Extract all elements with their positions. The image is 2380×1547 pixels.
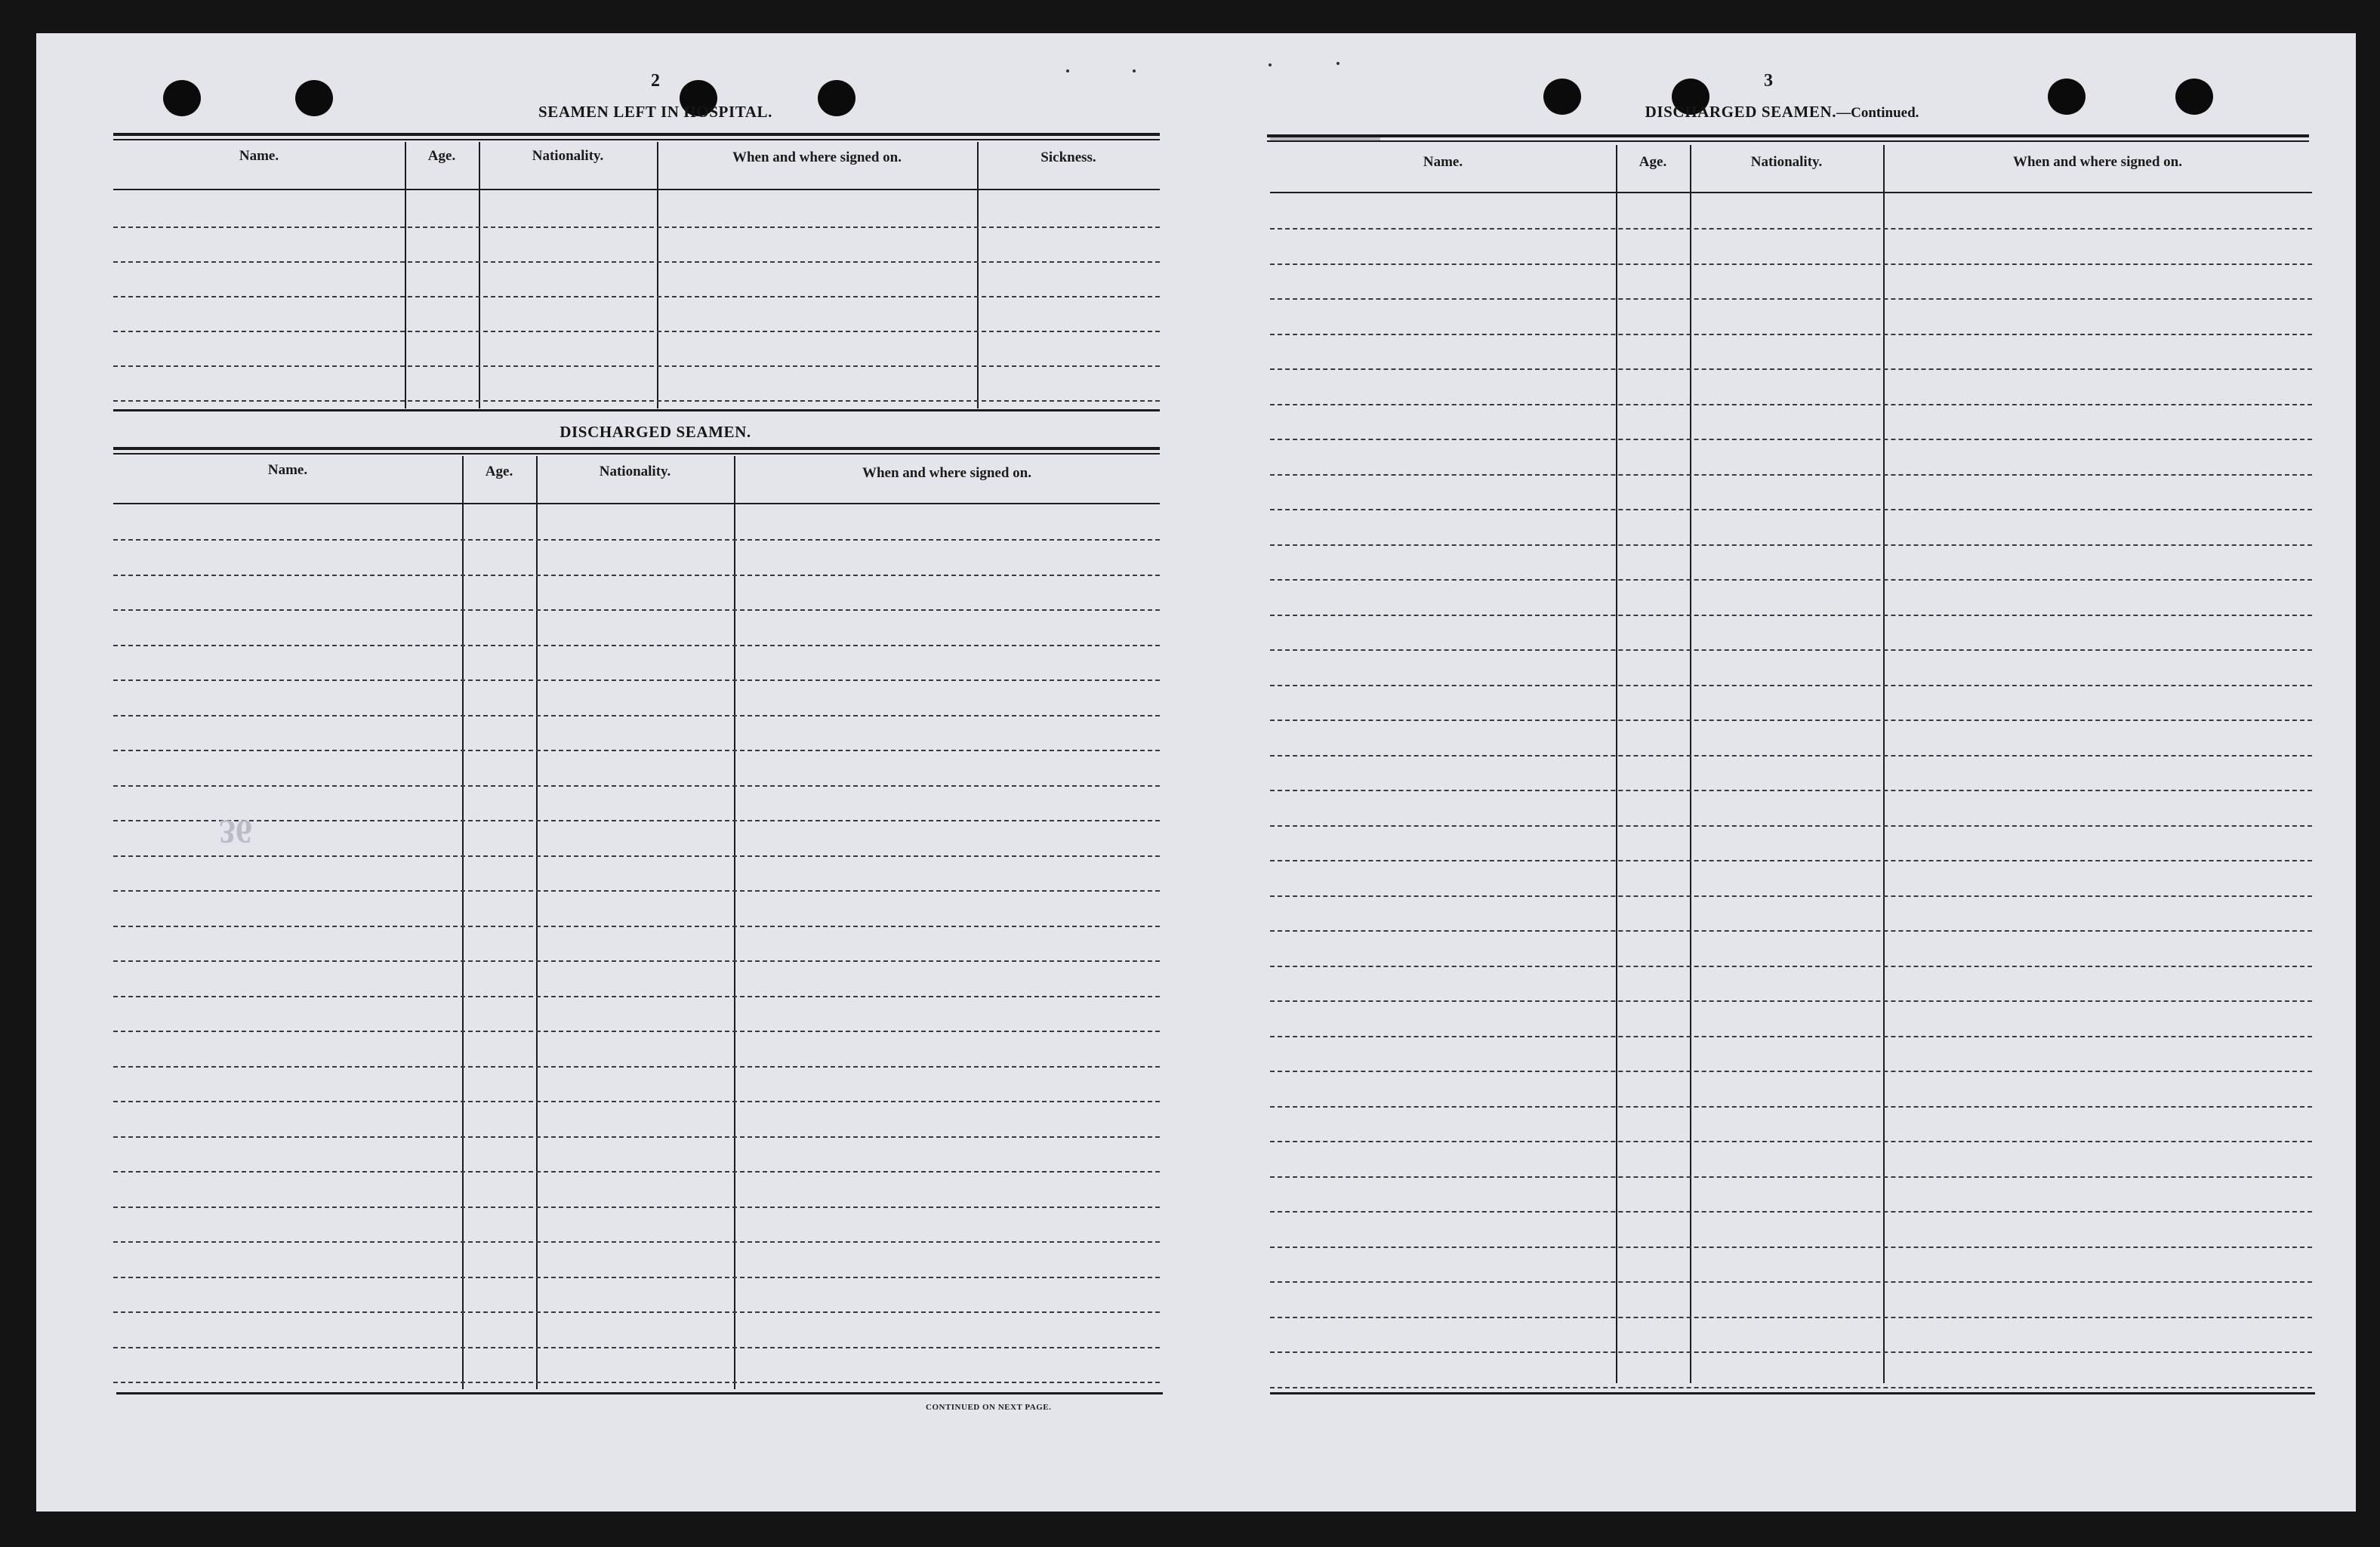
punch-hole [2048, 79, 2086, 115]
discharged-bottom-rule [116, 1392, 1163, 1394]
table-row [113, 1066, 1160, 1068]
hospital-col-nationality: Nationality. [532, 148, 604, 164]
punch-hole [163, 80, 201, 116]
table-row [113, 890, 1160, 892]
column-divider [479, 142, 480, 408]
table-row [1270, 474, 2312, 476]
bleed-through-mark: 36 [219, 813, 252, 850]
column-divider [734, 456, 735, 1389]
discharged-col-nationality: Nationality. [599, 464, 671, 479]
table-row [1270, 720, 2312, 721]
table-row [1270, 685, 2312, 686]
hospital-section-title: SEAMEN LEFT IN HOSPITAL. [538, 103, 773, 121]
table-row [113, 227, 1160, 228]
table-row [1270, 825, 2312, 827]
hospital-col-signed-on: When and where signed on. [732, 149, 902, 165]
table-row [1270, 1071, 2312, 1072]
table-row [113, 645, 1160, 646]
table-row [1270, 1106, 2312, 1108]
punch-hole [2175, 79, 2213, 115]
table-row [113, 539, 1160, 541]
table-row [1270, 649, 2312, 651]
table-row [113, 715, 1160, 716]
hospital-col-sickness: Sickness. [1040, 149, 1096, 165]
continued-col-age: Age. [1639, 154, 1667, 170]
table-row [1270, 1387, 2312, 1388]
table-row [113, 1347, 1160, 1348]
table-row [1270, 439, 2312, 440]
column-divider [1616, 145, 1617, 1383]
table-row [1270, 368, 2312, 370]
table-row [1270, 1211, 2312, 1213]
table-row [1270, 1000, 2312, 1002]
table-row [1270, 334, 2312, 335]
discharged-col-age: Age. [485, 464, 513, 479]
table-row [1270, 1317, 2312, 1318]
hospital-col-name: Name. [239, 148, 279, 164]
table-row [113, 1136, 1160, 1138]
table-row [1270, 228, 2312, 230]
continued-bottom-rule [1270, 1392, 2315, 1394]
table-row [113, 365, 1160, 367]
table-row [1270, 1281, 2312, 1283]
header-underline [1270, 192, 2312, 193]
continued-table [1270, 145, 2312, 1421]
table-row [113, 750, 1160, 751]
continued-top-rule [1267, 134, 2309, 142]
table-row [1270, 966, 2312, 967]
continued-col-nationality: Nationality. [1750, 154, 1823, 170]
table-row [113, 680, 1160, 681]
table-row [1270, 895, 2312, 897]
column-divider [462, 456, 464, 1389]
table-row [113, 1206, 1160, 1208]
column-divider [977, 142, 979, 408]
column-divider [1883, 145, 1885, 1383]
table-row [113, 855, 1160, 857]
continued-title-text: DISCHARGED SEAMEN. [1645, 103, 1837, 121]
table-row [113, 960, 1160, 962]
punch-hole [295, 80, 333, 116]
table-row [113, 926, 1160, 927]
table-row [113, 996, 1160, 997]
discharged-section-title: DISCHARGED SEAMEN. [560, 423, 751, 441]
table-row [113, 575, 1160, 576]
table-row [113, 785, 1160, 787]
table-row [113, 1171, 1160, 1173]
discharged-col-name: Name. [267, 462, 308, 478]
table-row [1270, 860, 2312, 861]
table-row [113, 1382, 1160, 1383]
table-row [113, 820, 1160, 821]
discharged-top-rule [113, 447, 1160, 455]
table-row [1270, 1247, 2312, 1248]
table-row [1270, 1036, 2312, 1037]
table-row [1270, 1176, 2312, 1178]
header-underline [113, 189, 1160, 190]
speck [1133, 69, 1136, 72]
discharged-col-signed-on: When and where signed on. [862, 465, 1031, 481]
scanned-form-sheet [36, 33, 2356, 1512]
hospital-col-age: Age. [427, 148, 456, 164]
table-row [113, 609, 1160, 611]
table-row [113, 261, 1160, 263]
header-underline [113, 503, 1160, 504]
table-row [1270, 298, 2312, 300]
table-row [113, 1101, 1160, 1102]
table-row [113, 1031, 1160, 1032]
table-row [1270, 1141, 2312, 1142]
hospital-top-rule [113, 133, 1160, 140]
table-row [1270, 930, 2312, 932]
speck [1336, 62, 1340, 65]
column-divider [536, 456, 538, 1389]
right-page-number: 3 [1764, 71, 1773, 91]
hospital-bottom-rule [113, 409, 1160, 411]
table-row [1270, 615, 2312, 616]
table-row [113, 1277, 1160, 1278]
table-row [1270, 544, 2312, 546]
table-row [1270, 263, 2312, 265]
table-row [1270, 1351, 2312, 1353]
table-row [113, 1311, 1160, 1313]
speck [1066, 69, 1069, 72]
table-row [113, 331, 1160, 332]
continued-suffix: —Continued. [1836, 105, 1919, 121]
table-row [113, 1241, 1160, 1243]
speck [1269, 63, 1272, 66]
left-page-number: 2 [651, 71, 660, 91]
column-divider [1690, 145, 1691, 1383]
column-divider [405, 142, 406, 408]
table-row [1270, 755, 2312, 757]
table-row [1270, 404, 2312, 405]
discharged-table [113, 456, 1160, 1392]
continued-section-title [1555, 103, 2009, 122]
column-divider [657, 142, 658, 408]
table-row [113, 400, 1160, 402]
continued-col-name: Name. [1423, 154, 1463, 170]
continued-col-signed-on: When and where signed on. [2012, 154, 2182, 170]
table-row [1270, 790, 2312, 791]
hospital-table [113, 142, 1160, 408]
table-row [113, 296, 1160, 297]
table-row [1270, 579, 2312, 581]
table-row [1270, 509, 2312, 510]
continued-note: CONTINUED ON NEXT PAGE. [926, 1403, 1052, 1412]
